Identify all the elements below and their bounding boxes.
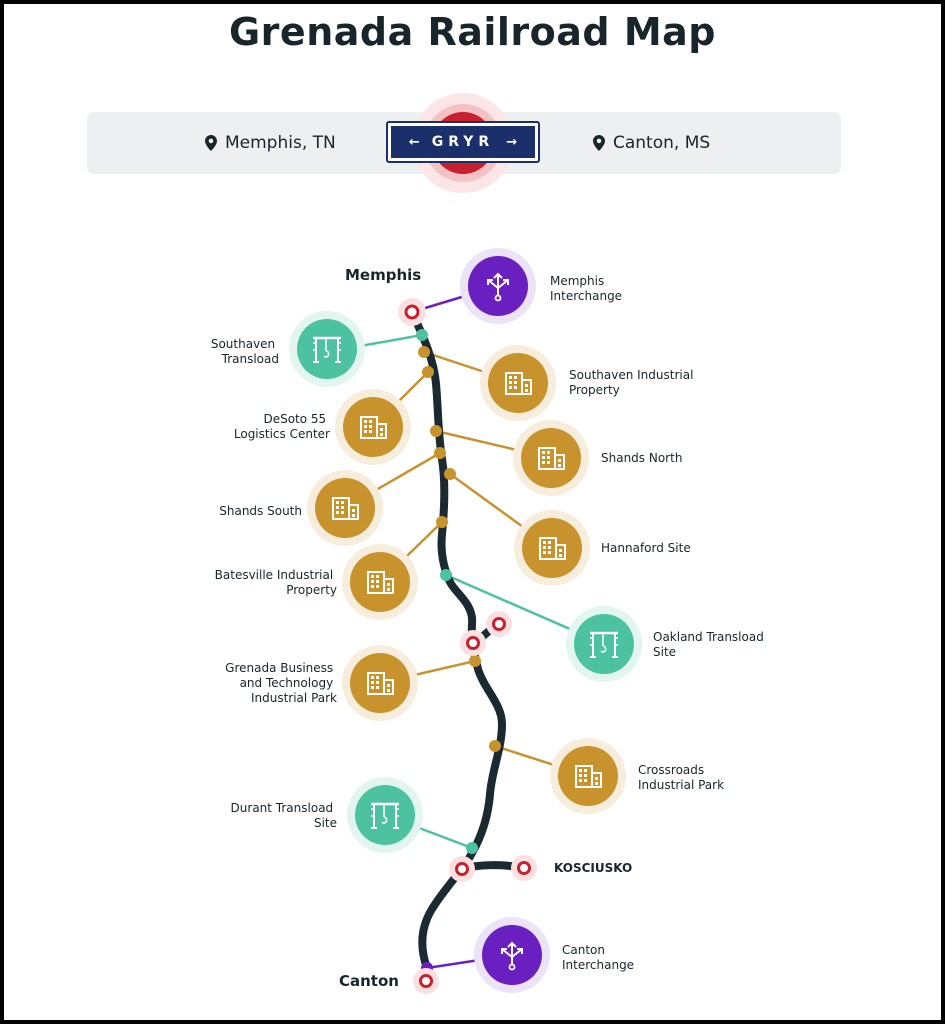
node-batesville[interactable] — [342, 544, 418, 620]
station-canton — [413, 968, 439, 994]
node-durant-transload[interactable] — [347, 777, 423, 853]
label-shands-south: Shands South — [219, 504, 302, 518]
label-oakland-transload: Oakland Transload Site — [653, 630, 764, 659]
city-memphis: Memphis — [345, 266, 422, 284]
node-memphis-interchange[interactable] — [460, 248, 536, 324]
node-shands-south[interactable] — [307, 470, 383, 546]
page-title: Grenada Railroad Map — [228, 10, 716, 54]
railroad-code: GRYR — [431, 134, 495, 150]
arrow-left-icon: ← — [408, 134, 420, 150]
label-grenada: Grenada Business and Technology Industrial Park — [225, 661, 337, 705]
destination-label: Canton, MS — [613, 133, 711, 153]
railroad-map — [4, 4, 941, 1020]
city-canton: Canton — [339, 972, 399, 990]
node-canton-interchange[interactable] — [474, 917, 550, 993]
label-canton-interchange: Canton Interchange — [562, 943, 635, 972]
node-oakland-transload[interactable] — [566, 606, 642, 682]
node-desoto[interactable] — [335, 389, 411, 465]
label-southaven-industrial: Southaven Industrial Property — [569, 368, 694, 397]
node-hannaford[interactable] — [514, 510, 590, 586]
label-desoto: DeSoto 55 Logistics Center — [233, 412, 330, 441]
label-southaven-transload: Southaven Transload — [210, 337, 279, 366]
node-southaven-industrial[interactable] — [480, 345, 556, 421]
label-hannaford: Hannaford Site — [601, 541, 691, 555]
label-shands-north: Shands North — [601, 451, 683, 465]
station-memphis — [398, 298, 426, 326]
label-durant-transload: Durant Transload Site — [230, 801, 337, 830]
arrow-right-icon: → — [506, 134, 518, 150]
city-kosciusko: KOSCIUSKO — [554, 861, 633, 875]
map-frame — [4, 4, 941, 1020]
label-crossroads: Crossroads Industrial Park — [638, 763, 725, 792]
label-memphis-interchange: Memphis Interchange — [550, 274, 623, 303]
node-crossroads[interactable] — [550, 738, 626, 814]
node-grenada[interactable] — [342, 645, 418, 721]
node-shands-north[interactable] — [513, 420, 589, 496]
node-southaven-transload[interactable] — [289, 311, 365, 387]
label-batesville: Batesville Industrial Property — [214, 568, 337, 597]
origin-label: Memphis, TN — [225, 133, 336, 153]
